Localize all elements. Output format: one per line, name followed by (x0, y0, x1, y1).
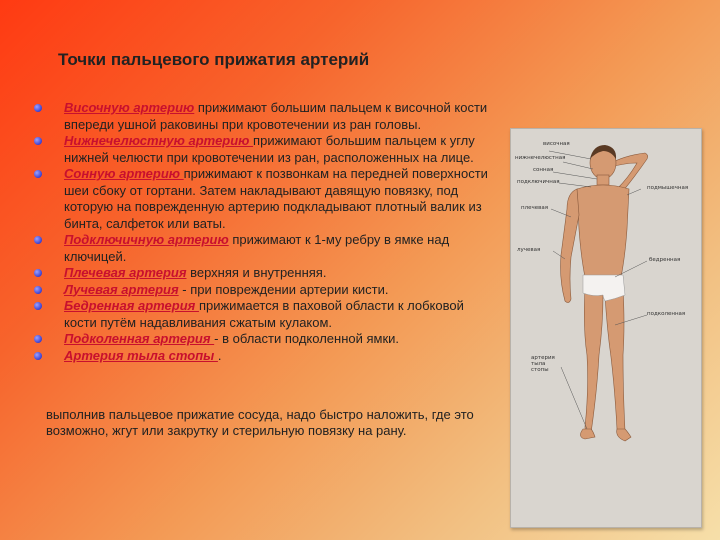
bullet-icon (34, 302, 42, 310)
artery-description: верхняя и внутренняя. (186, 265, 327, 280)
list-item (34, 282, 489, 299)
bullet-icon (34, 170, 42, 178)
figure-label: плечевая (521, 205, 549, 211)
list-item (34, 265, 489, 282)
artery-term: Подколенная артерия (64, 331, 215, 346)
bullet-icon (34, 236, 42, 244)
figure-label: артерия тыла стопы (531, 355, 555, 373)
figure-label: височная (543, 141, 570, 147)
artery-term: Бедренная артерия (64, 298, 199, 313)
figure-label: лучевая (517, 247, 541, 253)
artery-description: - в области подколенной ямки. (214, 331, 400, 346)
artery-description: прижимают к позвонкам на передней поверхности шеи сбоку от гортани. Затем накладывают давящую повязку, под которую на поврежденную артерию подкладывают плотный валик из бинта, салфеток или ваты. (64, 166, 488, 231)
artery-term: Лучевая артерия (64, 281, 179, 297)
artery-description: прижимают большим пальцем к височной кости впереди ушной раковины при кровотечении из ран головы. (64, 100, 488, 132)
closing-note: выполнив пальцевое прижатие сосуда, надо быстро наложить, где это возможно, жгут или закрутку и стерильную повязку на рану. (46, 407, 474, 438)
list-item (34, 232, 489, 265)
bullet-icon (34, 269, 42, 277)
bullet-icon (34, 286, 42, 294)
list-item (34, 100, 489, 133)
artery-description: прижимают к 1-му ребру в ямке над ключицей. (64, 232, 450, 264)
artery-list (34, 100, 489, 364)
list-item (34, 298, 489, 331)
artery-term: Нижнечелюстную артерию (64, 133, 254, 148)
list-item (34, 331, 489, 348)
list-item (34, 348, 489, 365)
artery-term: Височную артерию (64, 100, 195, 115)
figure-label: нижнечелюстная (515, 155, 566, 161)
figure-label: сонная (533, 167, 554, 173)
artery-term: Сонную артерию (64, 166, 184, 181)
list-item (34, 166, 489, 232)
artery-description: - при повреждении артерии кисти. (178, 281, 389, 297)
artery-description: прижимают большим пальцем к углу нижней челюсти при кровотечении из ран, расположенных на лице. (64, 133, 475, 165)
figure-label: подмышечная (647, 185, 689, 191)
figure-label: бедренная (649, 257, 681, 263)
list-item (34, 133, 489, 166)
artery-description: прижимается в паховой области к лобковой кости путём надавливания сжатым кулаком. (64, 298, 464, 330)
anatomy-figure (510, 128, 702, 528)
bullet-icon (34, 352, 42, 360)
figure-label: подключичная (517, 179, 560, 185)
artery-term: Подключичную артерию (64, 232, 229, 247)
artery-description: . (217, 347, 222, 363)
figure-label: подколенная (647, 311, 686, 317)
bullet-icon (34, 137, 42, 145)
artery-term: Плечевая артерия (64, 265, 187, 280)
slide-title: Точки пальцевого прижатия артерий (58, 50, 370, 69)
bullet-icon (34, 104, 42, 112)
bullet-icon (34, 335, 42, 343)
artery-term: Артерия тыла стопы (64, 347, 218, 363)
